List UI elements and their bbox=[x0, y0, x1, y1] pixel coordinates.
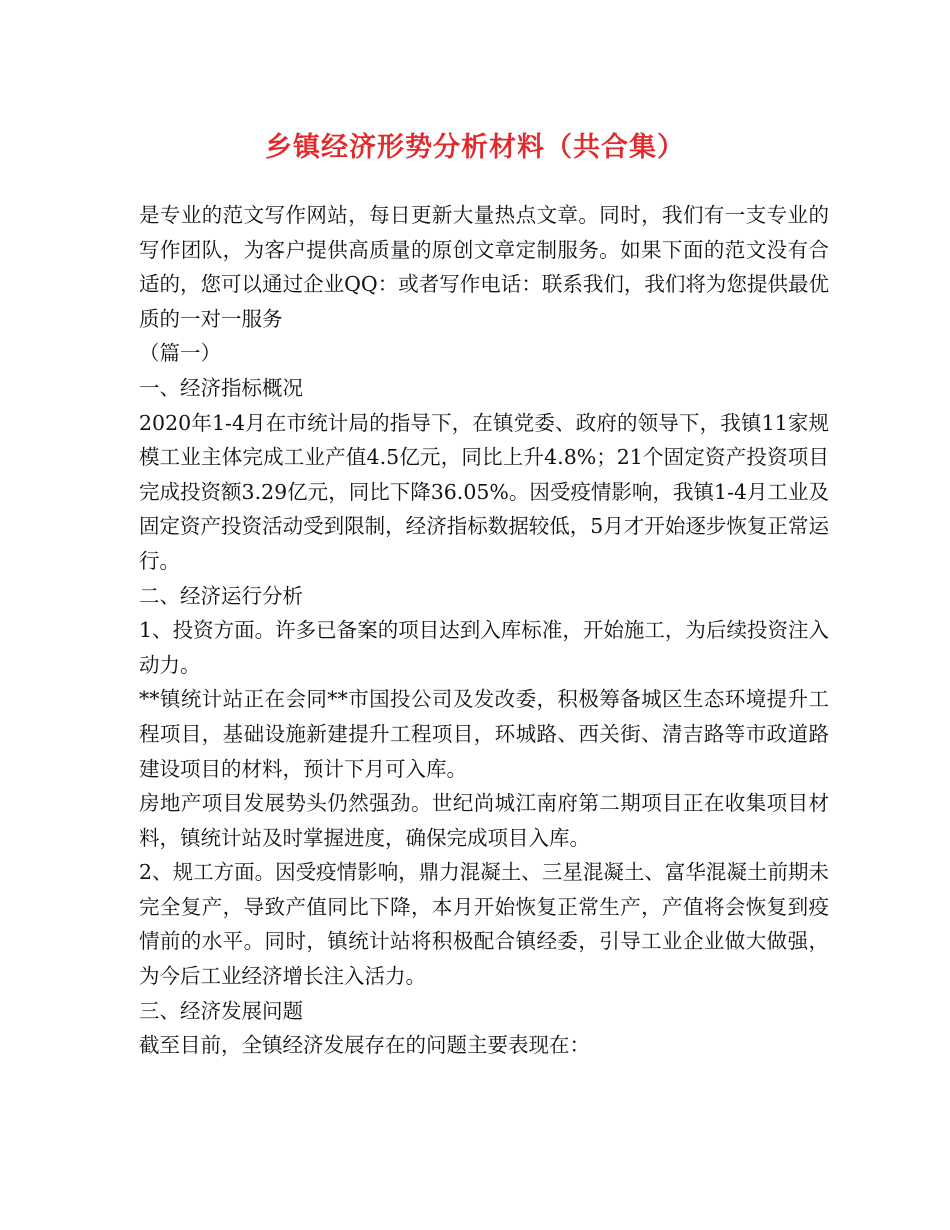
paragraph-indicators: 2020年1-4月在市统计局的指导下，在镇党委、政府的领导下，我镇11家规模工业主体完成工业产值4.5亿元，同比上升4.8%；21个固定资产投资项目完成投资额3.29亿元，同比下降36.05%。因受疫情影响，我镇1-4月工业及固定资产投资活动受到限制，经济指标数据较低，5月才开始逐步恢复正常运行。 bbox=[139, 410, 829, 573]
document-body bbox=[139, 198, 829, 1063]
intro-paragraph: 是专业的范文写作网站，每日更新大量热点文章。同时，我们有一支专业的写作团队，为客户提供高质量的原创文章定制服务。如果下面的范文没有合适的，您可以通过企业QQ：或者写作电话：联系我们，我们将为您提供最优质的一对一服务 bbox=[139, 203, 829, 331]
paragraph-issues: 截至目前，全镇经济发展存在的问题主要表现在： bbox=[139, 1033, 590, 1058]
paragraph-industry: 2、规工方面。因受疫情影响，鼎力混凝土、三星混凝土、富华混凝土前期未完全复产，导致产值同比下降，本月开始恢复正常生产，产值将会恢复到疫情前的水平。同时，镇统计站将积极配合镇经委，引导工业企业做大做强，为今后工业经济增长注入活力。 bbox=[139, 860, 829, 989]
document-title: 乡镇经济形势分析材料（共合集） bbox=[265, 132, 685, 163]
heading-development-issues: 三、经济发展问题 bbox=[139, 998, 303, 1023]
heading-economic-analysis: 二、经济运行分析 bbox=[139, 583, 303, 608]
paragraph-statistics-station: **镇统计站正在会同**市国投公司及发改委，积极筹备城区生态环境提升工程项目，基础设施新建提升工程项目，环城路、西关街、清吉路等市政道路建设项目的材料，预计下月可入库。 bbox=[139, 687, 829, 781]
section-marker: （篇一） bbox=[139, 341, 221, 366]
paragraph-real-estate: 房地产项目发展势头仍然强劲。世纪尚城江南府第二期项目正在收集项目材料，镇统计站及时掌握进度，确保完成项目入库。 bbox=[139, 791, 829, 850]
heading-economic-indicators: 一、经济指标概况 bbox=[139, 375, 303, 400]
paragraph-investment: 1、投资方面。许多已备案的项目达到入库标准，开始施工，为后续投资注入动力。 bbox=[139, 618, 829, 677]
